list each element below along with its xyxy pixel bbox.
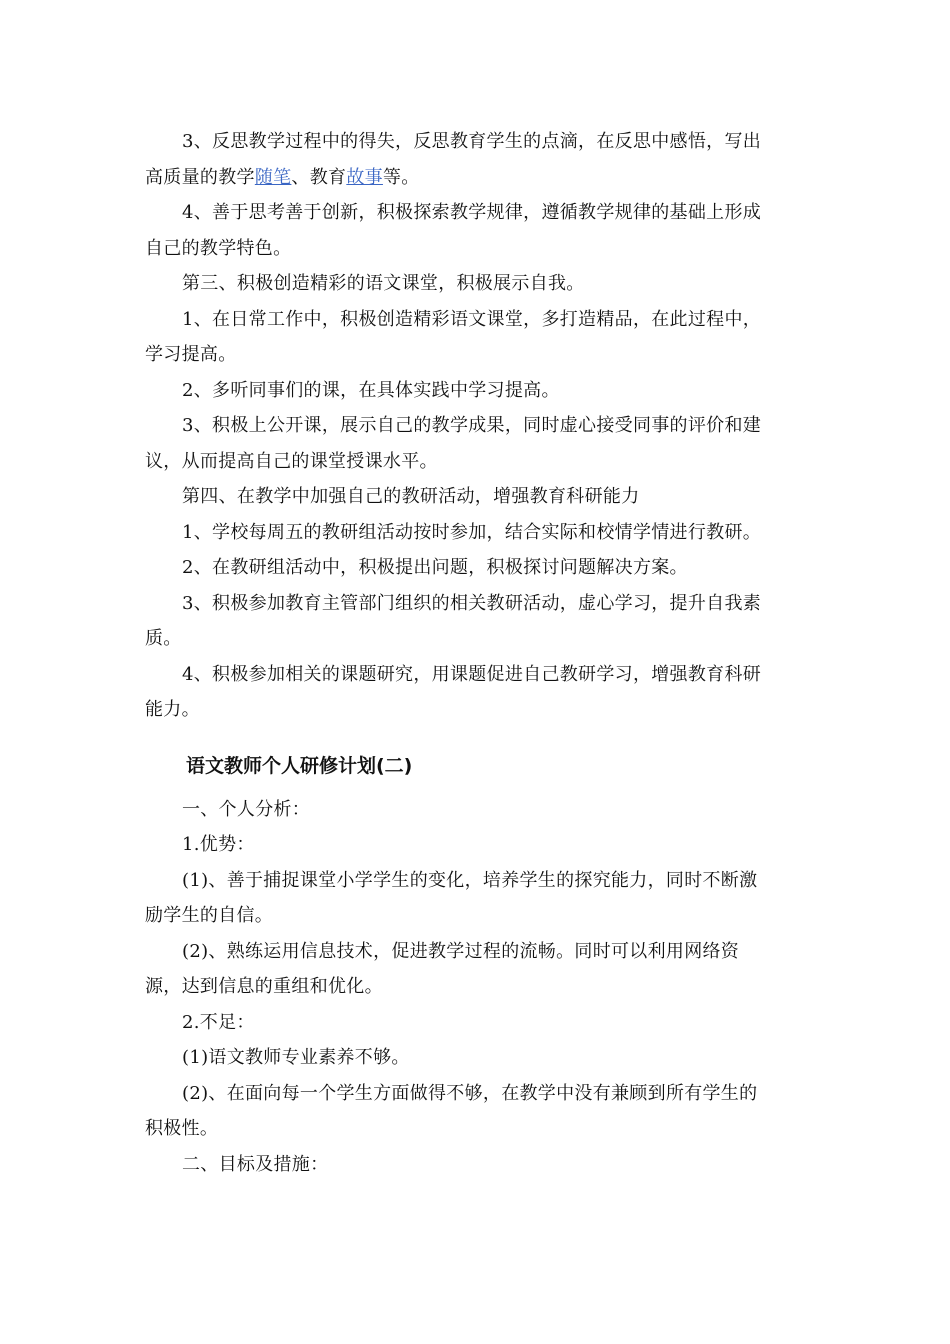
paragraph: 3、积极上公开课，展示自己的教学成果，同时虚心接受同事的评价和建议，从而提高自己的课堂授课水平。 (145, 415, 762, 472)
document-page (145, 124, 770, 1182)
paragraph-text: 3、反思教学过程中的得失，反思教育学生的点滴，在反思中感悟，写出高质量的教学 (145, 131, 762, 188)
paragraph: 2、多听同事们的课，在具体实践中学习提高。 (182, 379, 560, 401)
section-two (145, 792, 770, 1183)
paragraph: 二、目标及措施： (182, 1153, 329, 1175)
paragraph: (2)、熟练运用信息技术，促进教学过程的流畅。同时可以利用网络资源，达到信息的重组和优化。 (145, 940, 740, 997)
paragraph: 1、学校每周五的教研组活动按时参加，结合实际和校情学情进行教研。 (182, 521, 762, 543)
section-one (145, 124, 770, 728)
paragraph: 1、在日常工作中，积极创造精彩语文课堂，多打造精品，在此过程中，学习提高。 (145, 308, 762, 365)
paragraph-reflection (145, 124, 770, 195)
link-gushi[interactable]: 故事 (346, 166, 383, 188)
paragraph: 第四、在教学中加强自己的教研活动，增强教育科研能力 (182, 486, 640, 507)
paragraph: (2)、在面向每一个学生方面做得不够，在教学中没有兼顾到所有学生的积极性。 (145, 1082, 758, 1139)
paragraph: 4、积极参加相关的课题研究，用课题促进自己教研学习，增强教育科研能力。 (145, 663, 762, 720)
paragraph: (1)、善于捕捉课堂小学学生的变化，培养学生的探究能力，同时不断激励学生的自信。 (145, 869, 758, 926)
paragraph: 4、善于思考善于创新，积极探索教学规律，遵循教学规律的基础上形成自己的教学特色。 (145, 202, 762, 259)
link-suibi[interactable]: 随笔 (254, 166, 292, 188)
section-heading: 语文教师个人研修计划(二) (186, 754, 413, 777)
paragraph-text: 、教育 (291, 166, 347, 188)
paragraph: 一、个人分析： (182, 798, 311, 820)
paragraph: 1.优势： (182, 834, 255, 855)
paragraph: 第三、积极创造精彩的语文课堂，积极展示自我。 (182, 273, 585, 294)
paragraph: 2、在教研组活动中，积极提出问题，积极探讨问题解决方案。 (182, 557, 688, 578)
paragraph-text: 等。 (382, 166, 420, 188)
paragraph: (1)语文教师专业素养不够。 (182, 1047, 410, 1068)
paragraph: 3、积极参加教育主管部门组织的相关教研活动，虚心学习，提升自我素质。 (145, 592, 762, 649)
paragraph: 2.不足： (182, 1011, 255, 1033)
